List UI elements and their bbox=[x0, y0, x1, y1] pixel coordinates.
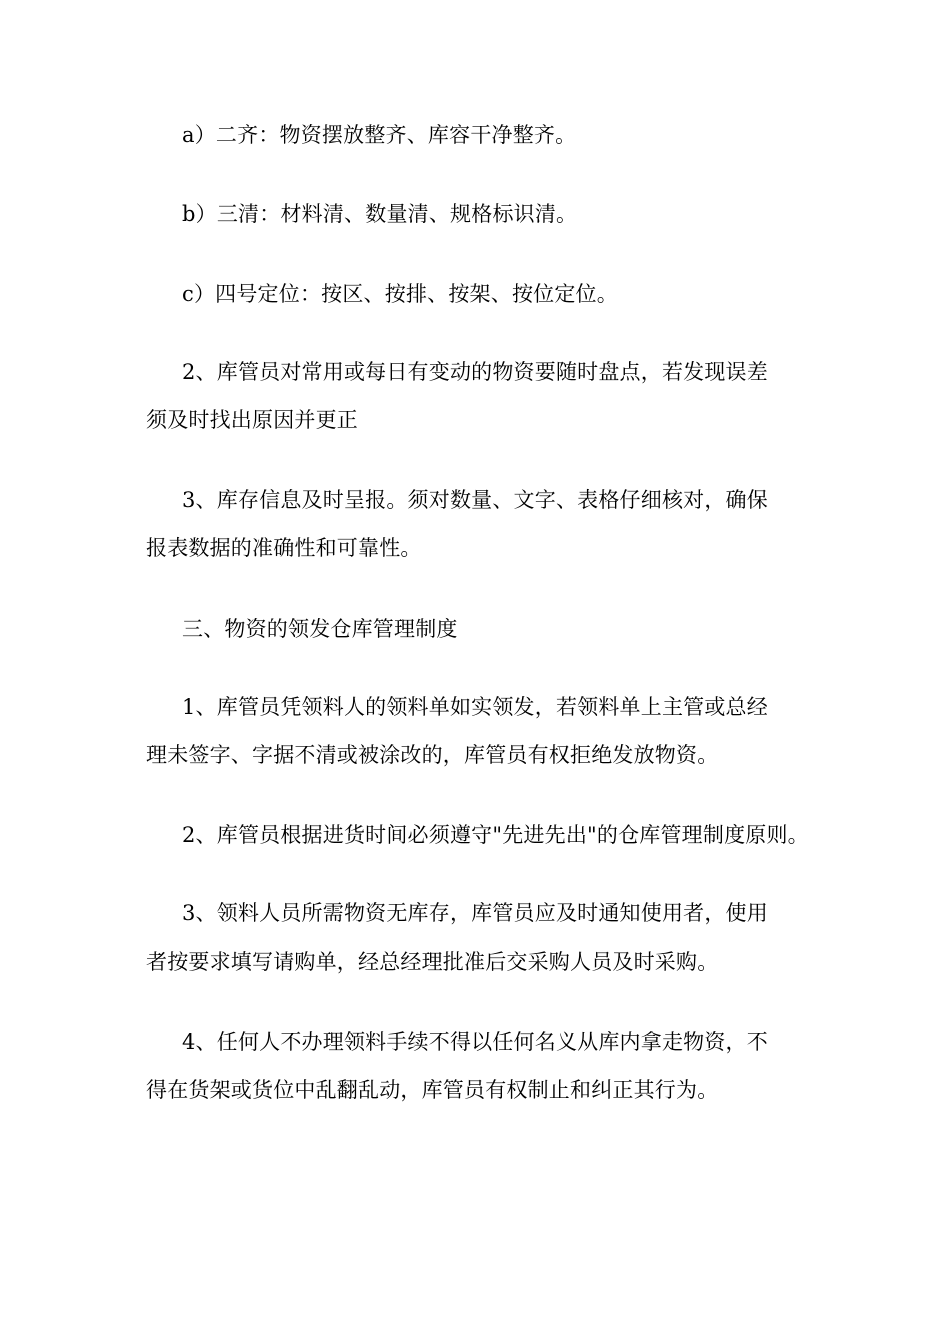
list-item-c: c）四号定位：按区、按排、按架、按位定位。 bbox=[182, 282, 618, 306]
list-item-a: a）二齐：物资摆放整齐、库容干净整齐。 bbox=[182, 123, 577, 147]
section-heading: 三、物资的领发仓库管理制度 bbox=[182, 617, 458, 641]
rule-1-line-2: 理未签字、字据不清或被涂改的，库管员有权拒绝发放物资。 bbox=[146, 743, 719, 767]
rule-3-line-1: 3、领料人员所需物资无库存，库管员应及时通知使用者，使用 bbox=[182, 901, 768, 925]
rule-4-line-2: 得在货架或货位中乱翻乱动，库管员有权制止和纠正其行为。 bbox=[146, 1078, 719, 1102]
paragraph-3-line-2: 报表数据的准确性和可靠性。 bbox=[146, 536, 422, 560]
paragraph-2-line-1: 2、库管员对常用或每日有变动的物资要随时盘点，若发现误差 bbox=[182, 360, 768, 384]
rule-4-line-1: 4、任何人不办理领料手续不得以任何名义从库内拿走物资，不 bbox=[182, 1030, 768, 1054]
rule-2: 2、库管员根据进货时间必须遵守"先进先出"的仓库管理制度原则。 bbox=[182, 823, 809, 847]
list-item-b: b）三清：材料清、数量清、规格标识清。 bbox=[182, 202, 578, 226]
rule-1-line-1: 1、库管员凭领料人的领料单如实领发，若领料单上主管或总经 bbox=[182, 695, 768, 719]
paragraph-3-line-1: 3、库存信息及时呈报。须对数量、文字、表格仔细核对，确保 bbox=[182, 488, 768, 512]
rule-3-line-2: 者按要求填写请购单，经总经理批准后交采购人员及时采购。 bbox=[146, 950, 719, 974]
paragraph-2-line-2: 须及时找出原因并更正 bbox=[146, 408, 358, 432]
